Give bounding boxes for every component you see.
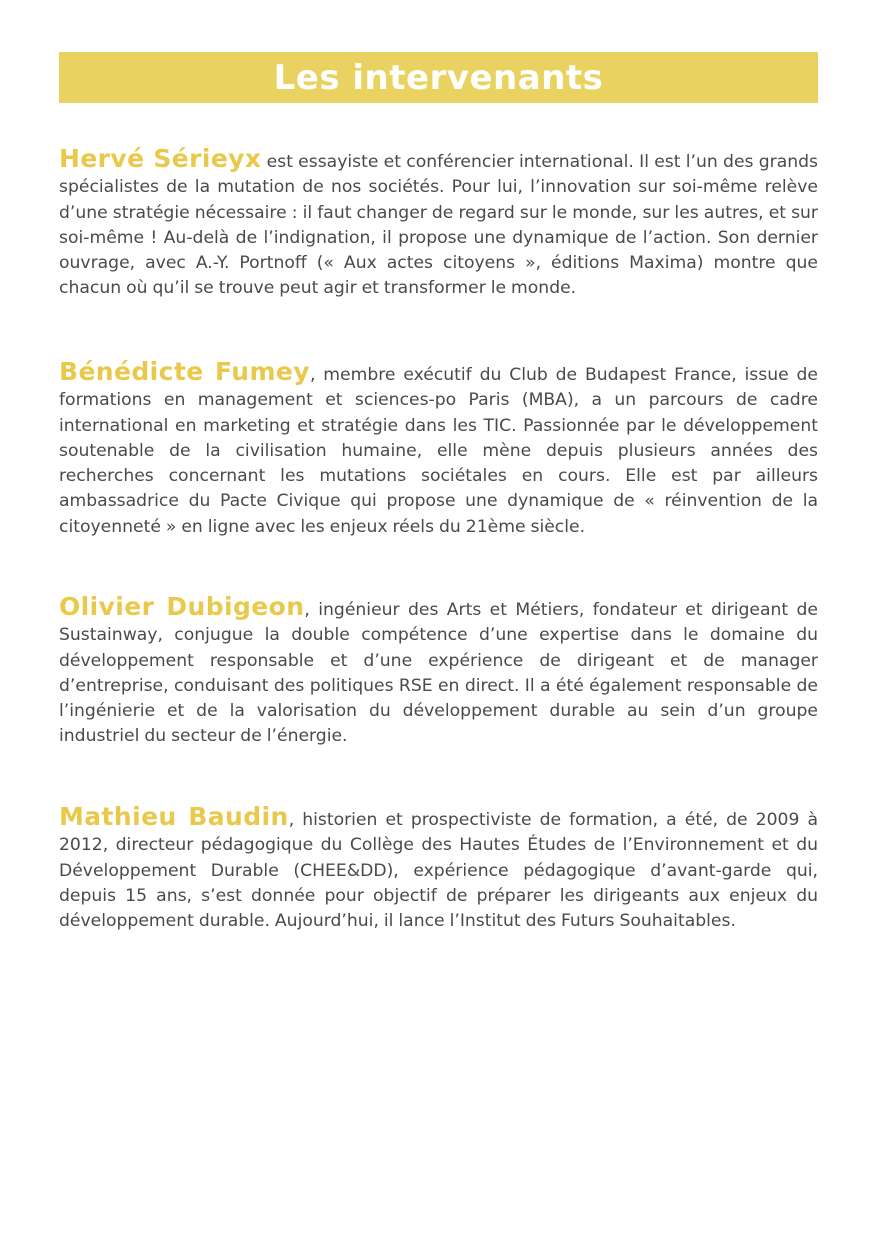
speaker-bio <box>59 359 818 540</box>
speaker-bio-text: , membre exécutif du Club de Budapest France, issue de formations en management et sciences-po Paris (MBA), a un parcours de cadre international en marketing et stratégie dans les TIC. Passionnée par le développement soutenable de la civilisation humaine, elle mène depuis plusieurs années des recherches concernant les mutations sociétales en cours. Elle est par ailleurs ambassadrice du Pacte Civique qui propose une dynamique de « réinvention de la citoyenneté » en ligne avec les enjeux réels du 21ème siècle. <box>59 365 819 537</box>
speaker-bio <box>59 594 818 750</box>
speaker-bio <box>59 804 818 934</box>
speaker-bio <box>59 146 818 302</box>
title-banner <box>59 52 818 103</box>
speaker-name: Olivier Dubigeon <box>59 592 305 621</box>
speaker-name: Bénédicte Fumey <box>59 357 310 386</box>
speaker-bio-text: est essayiste et conférencier international. Il est l’un des grands spécialistes de la mutation de nos sociétés. Pour lui, l’innovation sur soi-même relève d’une stratégie nécessaire : il faut changer de regard sur le monde, sur les autres, et sur soi-même ! Au-delà de l’indignation, il propose une dynamique de l’action. Son dernier ouvrage, avec A.-Y. Portnoff (« Aux actes citoyens », éditions Maxima) montre que chacun où qu’il se trouve peut agir et transformer le monde. <box>59 152 818 299</box>
page-title: Les intervenants <box>273 57 604 98</box>
speaker-name: Hervé Sérieyx <box>59 144 262 173</box>
speaker-bio-text: , historien et prospectiviste de formation, a été, de 2009 à 2012, directeur pédagogique du Collège des Hautes Études de l’Environnement et du Développement Durable (CHEE&DD), expérience pédagogique d’avant-garde qui, depuis 15 ans, s’est donnée pour objectif de préparer les dirigeants aux enjeux du développement durable. Aujourd’hui, il lance l’Institut des Futurs Souhaitables. <box>59 810 819 932</box>
speaker-name: Mathieu Baudin <box>59 802 289 831</box>
speaker-bio-text: , ingénieur des Arts et Métiers, fondateur et dirigeant de Sustainway, conjugue la double compétence d’une expertise dans le domaine du développement responsable et d’une expérience de dirigeant et de manager d’entreprise, conduisant des politiques RSE en direct. Il a été également responsable de l’ingénierie et de la valorisation du développement durable au sein d’un groupe industriel du secteur de l’énergie. <box>59 600 819 747</box>
